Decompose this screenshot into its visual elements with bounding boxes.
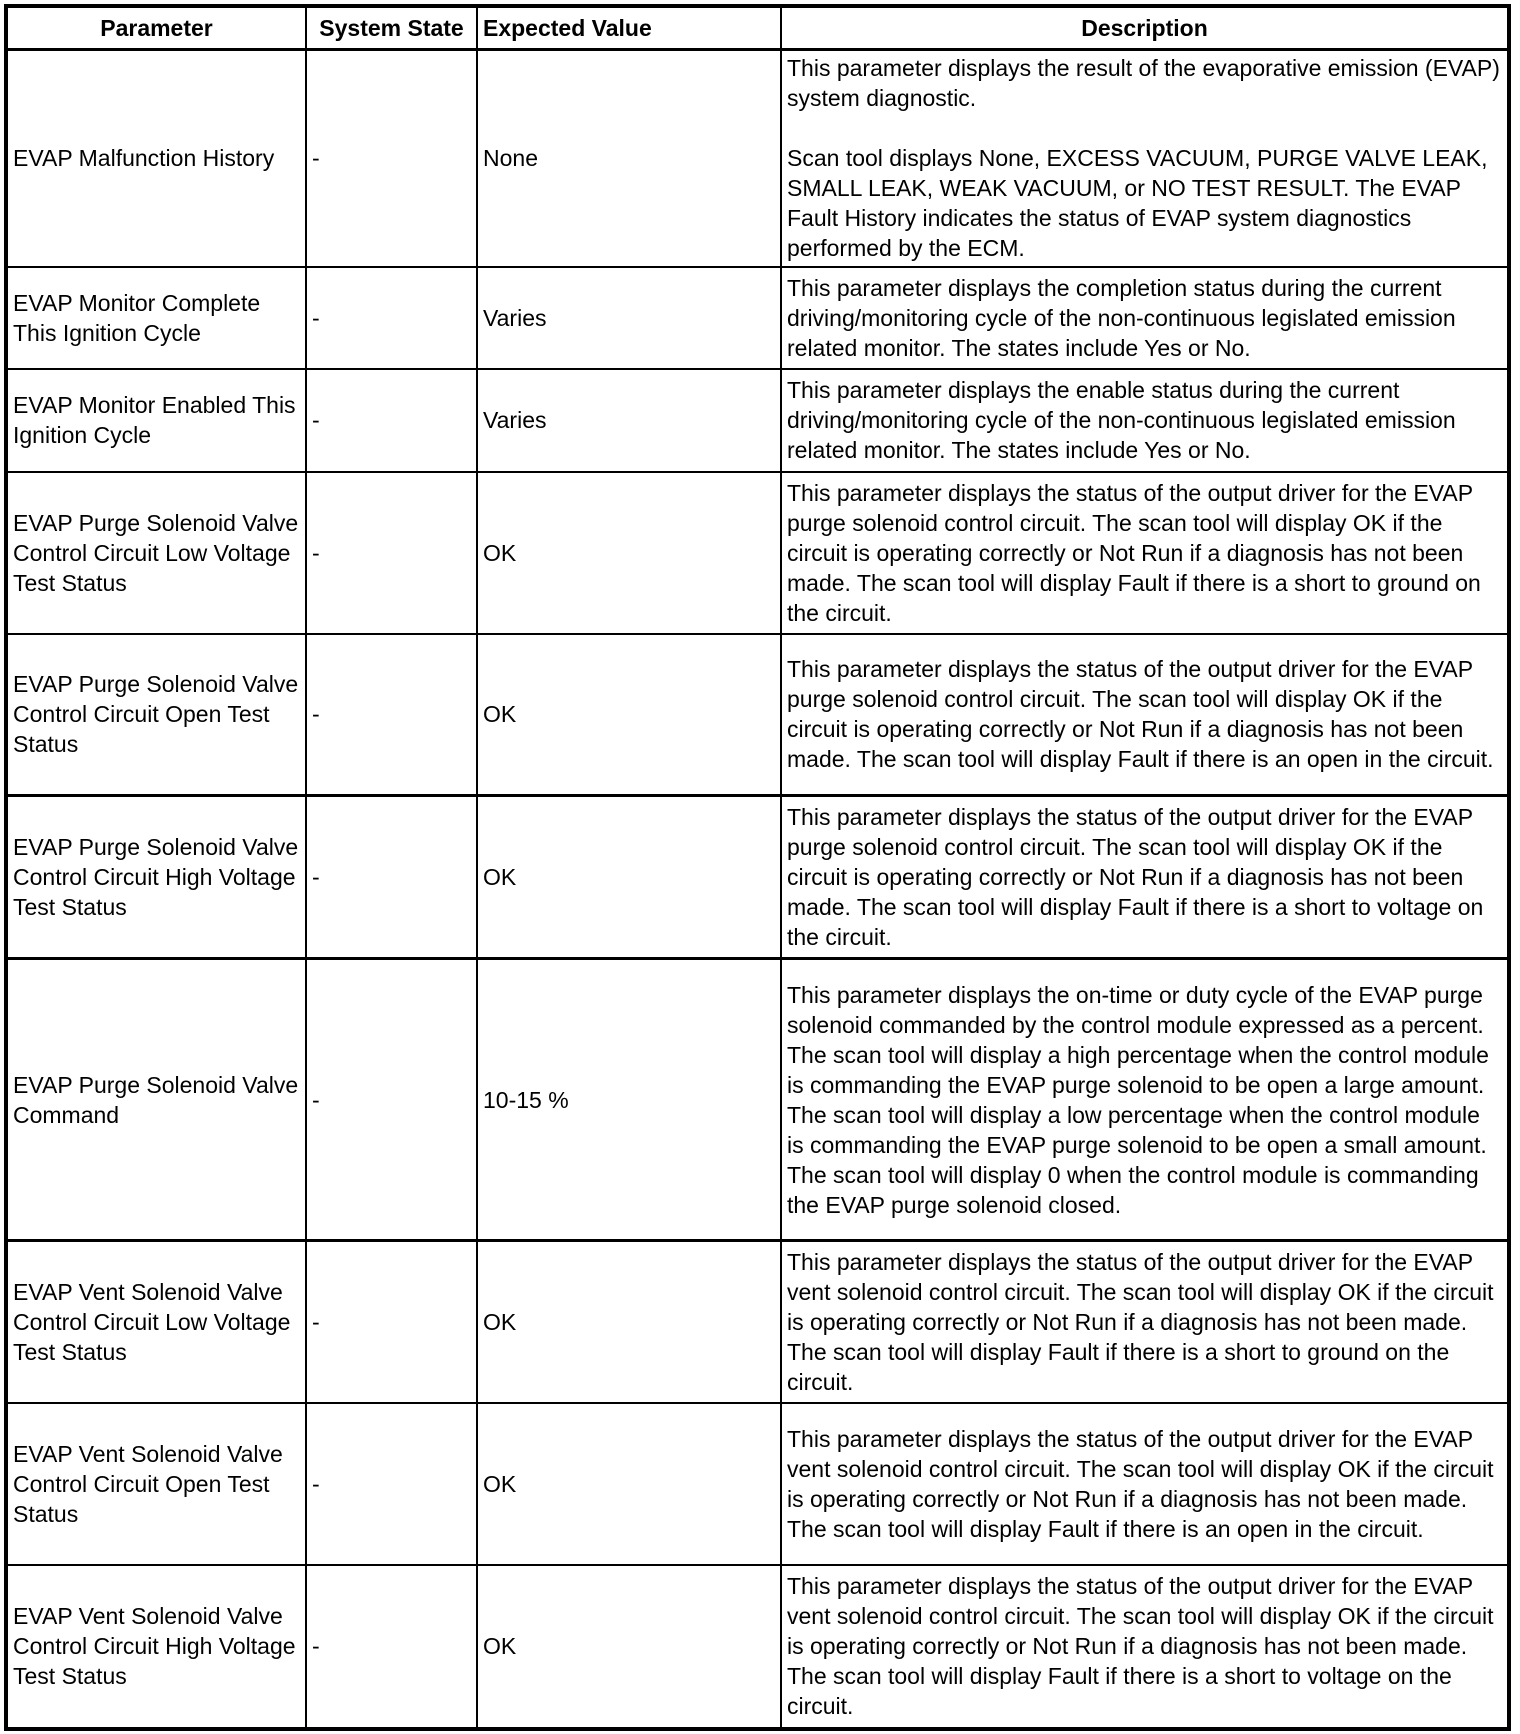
expected-value-cell: OK [477, 1403, 781, 1565]
table-row [6, 1565, 1509, 1729]
parameter-cell: EVAP Purge Solenoid Valve Control Circuit Open Test Status [6, 634, 306, 796]
parameter-cell: EVAP Monitor Enabled This Ignition Cycle [6, 369, 306, 472]
table-row [6, 50, 1509, 267]
description-paragraph: This parameter displays the enable status during the current driving/monitoring cycle of the non-continuous legislated emission related monitor. The states include Yes or No. [787, 377, 1456, 463]
header-description: Description [781, 6, 1509, 50]
table-header-row [6, 6, 1509, 50]
expected-value-cell: OK [477, 634, 781, 796]
parameter-cell: EVAP Purge Solenoid Valve Control Circuit Low Voltage Test Status [6, 472, 306, 634]
system-state-cell: - [306, 796, 477, 959]
description-paragraph: This parameter displays the result of the evaporative emission (EVAP) system diagnostic. [787, 55, 1500, 112]
expected-value-cell: None [477, 50, 781, 267]
table-row [6, 1241, 1509, 1403]
table-row [6, 1403, 1509, 1565]
system-state-cell: - [306, 1565, 477, 1729]
system-state-cell: - [306, 472, 477, 634]
description-cell [781, 50, 1509, 267]
description-paragraph: This parameter displays the status of the output driver for the EVAP vent solenoid control circuit. The scan tool will display OK if the circuit is operating correctly or Not Run if a diagnosis has not been made. The scan tool will display Fault if there is a short to voltage on the circuit. [787, 1573, 1494, 1719]
parameter-table [4, 4, 1511, 1731]
header-expected-value: Expected Value [477, 6, 781, 50]
description-cell [781, 267, 1509, 369]
system-state-cell: - [306, 50, 477, 267]
system-state-cell: - [306, 1241, 477, 1403]
parameter-cell: EVAP Purge Solenoid Valve Command [6, 959, 306, 1241]
description-cell [781, 369, 1509, 472]
description-paragraph: This parameter displays the on-time or duty cycle of the EVAP purge solenoid commanded by the control module expressed as a percent. The scan tool will display a high percentage when the control module is commanding the EVAP purge solenoid to be open a large amount. The scan tool will display a low percentage when the control module is commanding the EVAP purge solenoid to be open a small amount. The scan tool will display 0 when the control module is commanding the EVAP purge solenoid closed. [787, 981, 1489, 1218]
header-system-state: System State [306, 6, 477, 50]
parameter-cell: EVAP Purge Solenoid Valve Control Circuit High Voltage Test Status [6, 796, 306, 959]
description-cell [781, 634, 1509, 796]
description-paragraph: This parameter displays the status of the output driver for the EVAP purge solenoid control circuit. The scan tool will display OK if the circuit is operating correctly or Not Run if a diagnosis has not been made. The scan tool will display Fault if there is an open in the circuit. [787, 656, 1494, 773]
description-cell [781, 1565, 1509, 1729]
expected-value-cell: OK [477, 1565, 781, 1729]
expected-value-cell: OK [477, 1241, 781, 1403]
table-row [6, 267, 1509, 369]
system-state-cell: - [306, 634, 477, 796]
table-row [6, 472, 1509, 634]
expected-value-cell: Varies [477, 369, 781, 472]
description-cell [781, 1241, 1509, 1403]
expected-value-cell: Varies [477, 267, 781, 369]
parameter-cell: EVAP Vent Solenoid Valve Control Circuit Low Voltage Test Status [6, 1241, 306, 1403]
table-row [6, 796, 1509, 959]
description-cell [781, 959, 1509, 1241]
description-paragraph: This parameter displays the status of the output driver for the EVAP purge solenoid control circuit. The scan tool will display OK if the circuit is operating correctly or Not Run if a diagnosis has not been made. The scan tool will display Fault if there is a short to voltage on the circuit. [787, 804, 1484, 950]
description-cell [781, 472, 1509, 634]
system-state-cell: - [306, 267, 477, 369]
system-state-cell: - [306, 1403, 477, 1565]
table-row [6, 369, 1509, 472]
expected-value-cell: OK [477, 796, 781, 959]
description-paragraph: This parameter displays the status of the output driver for the EVAP purge solenoid control circuit. The scan tool will display OK if the circuit is operating correctly or Not Run if a diagnosis has not been made. The scan tool will display Fault if there is a short to ground on the circuit. [787, 479, 1481, 626]
parameter-cell: EVAP Monitor Complete This Ignition Cycle [6, 267, 306, 369]
parameter-cell: EVAP Vent Solenoid Valve Control Circuit High Voltage Test Status [6, 1565, 306, 1729]
expected-value-cell: OK [477, 472, 781, 634]
description-paragraph: This parameter displays the completion status during the current driving/monitoring cycle of the non-continuous legislated emission related monitor. The states include Yes or No. [787, 274, 1456, 361]
system-state-cell: - [306, 369, 477, 472]
header-parameter: Parameter [6, 6, 306, 50]
parameter-cell: EVAP Vent Solenoid Valve Control Circuit Open Test Status [6, 1403, 306, 1565]
table-row [6, 959, 1509, 1241]
description-cell [781, 796, 1509, 959]
parameter-cell: EVAP Malfunction History [6, 50, 306, 267]
description-paragraph: This parameter displays the status of the output driver for the EVAP vent solenoid control circuit. The scan tool will display OK if the circuit is operating correctly or Not Run if a diagnosis has not been made. The scan tool will display Fault if there is an open in the circuit. [787, 1425, 1494, 1542]
expected-value-cell: 10-15 % [477, 959, 781, 1241]
system-state-cell: - [306, 959, 477, 1241]
table-row [6, 634, 1509, 796]
description-cell [781, 1403, 1509, 1565]
description-paragraph: This parameter displays the status of the output driver for the EVAP vent solenoid control circuit. The scan tool will display OK if the circuit is operating correctly or Not Run if a diagnosis has not been made. The scan tool will display Fault if there is a short to ground on the circuit. [787, 1248, 1494, 1395]
description-paragraph: Scan tool displays None, EXCESS VACUUM, PURGE VALVE LEAK, SMALL LEAK, WEAK VACUUM, or NO TEST RESULT. The EVAP Fault History indicates the status of EVAP system diagnostics performed by the ECM. [787, 145, 1488, 262]
